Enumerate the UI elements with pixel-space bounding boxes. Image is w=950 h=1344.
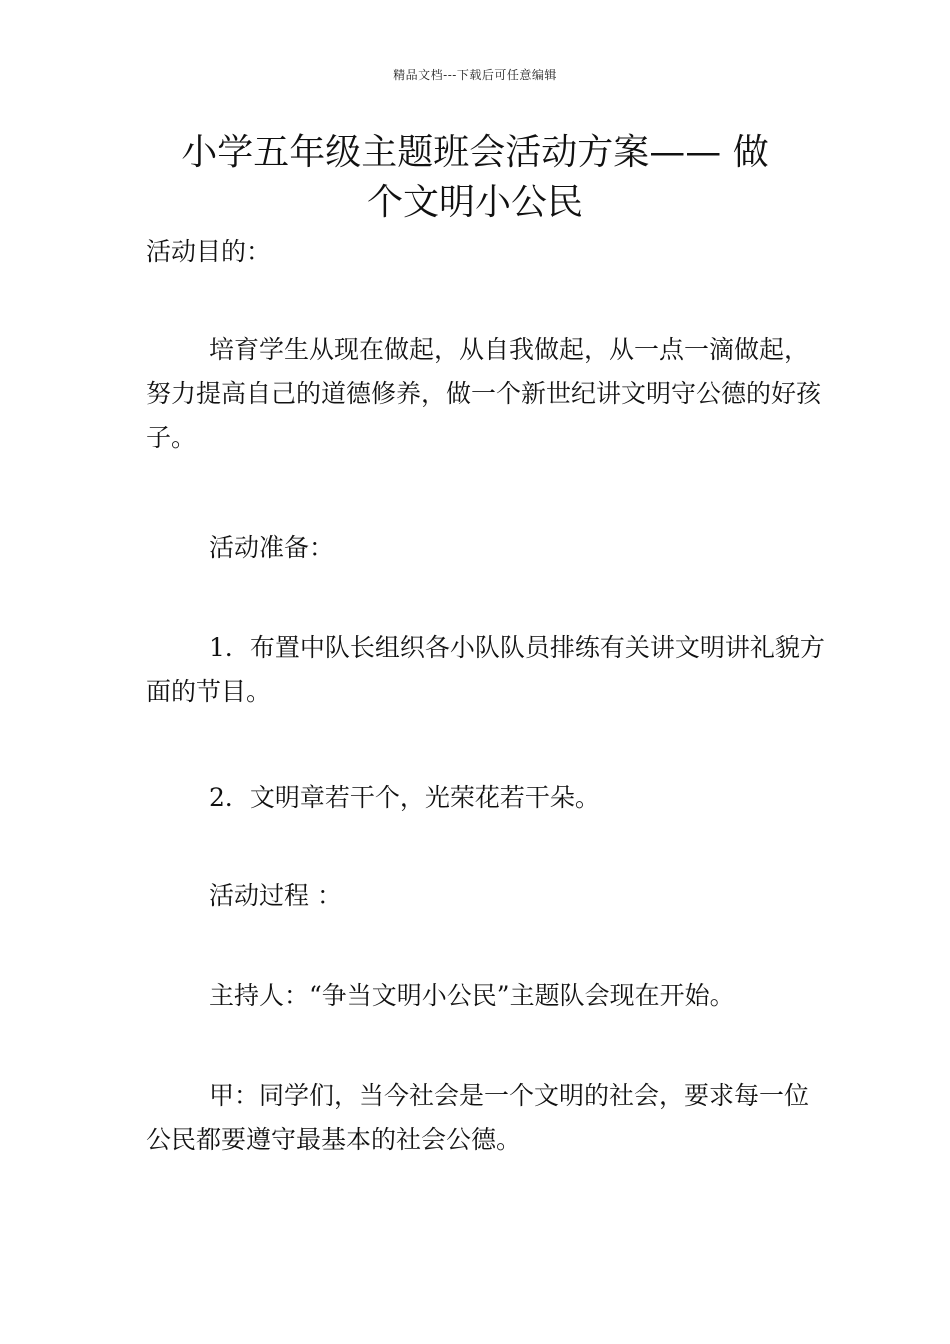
paragraph-host: 主持人：“争当文明小公民”主题队会现在开始。	[209, 981, 735, 1010]
section-heading-process: 活动过程 ：	[209, 881, 342, 910]
title-line-1: 小学五年级主题班会活动方案—— 做	[181, 132, 769, 173]
section-heading-purpose: 活动目的：	[146, 237, 272, 266]
list-item-preparation-1: 1．布置中队长组织各小队队员排练有关讲文明讲礼貌方面的节目。	[146, 633, 825, 706]
document-title	[120, 128, 830, 228]
section-heading-preparation: 活动准备：	[209, 533, 335, 562]
paragraph-purpose: 培育学生从现在做起，从自我做起，从一点一滴做起，努力提高自己的道德修养，做一个新世纪讲文明守公德的好孩子。	[146, 335, 822, 452]
paragraph-speaker-a: 甲：同学们，当今社会是一个文明的社会，要求每一位公民都要遵守最基本的社会公德。	[146, 1081, 810, 1154]
header-note: 精品文档---下载后可任意编辑	[393, 68, 557, 82]
list-item-preparation-2: 2．文明章若干个，光荣花若干朵。	[209, 783, 600, 812]
title-line-2: 个文明小公民	[366, 182, 583, 223]
